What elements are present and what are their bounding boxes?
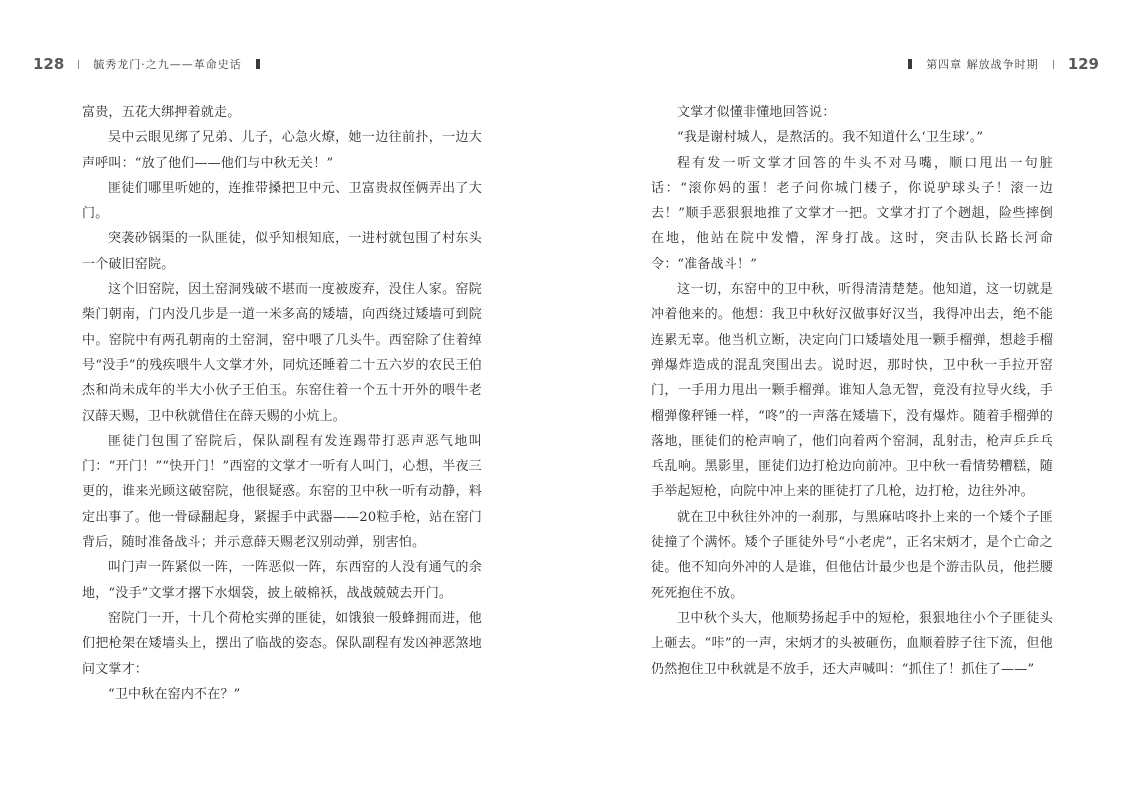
paragraph: 卫中秋个头大，他顺势扬起手中的短枪，狠狠地往小个子匪徒头上砸去。“咔”的一声，宋炳才的头被砸伤，血顺着脖子往下流，但他仍然抱住卫中秋就是不放手，还大声喊叫：“抓住了！抓住了——” — [651, 610, 1053, 677]
paragraph: 吴中云眼见绑了兄弟、儿子，心急火燎，她一边往前扑，一边大声呼叫：“放了他们——他们与中秋无关！” — [82, 130, 482, 171]
paragraph: 匪徒门包围了窑院后，保队副程有发连踢带打恶声恶气地叫门：“开门！”“快开门！”西窑的文掌才一听有人叫门，心想，半夜三更的，谁来光顾这破窑院，他很疑惑。东窑的卫中秋一听有动静，料定出事了。他一骨碌翻起身，紧握手中武器——20粒手枪，站在窑门背后，随时准备战斗；并示意薛天赐老汉别动弹，别害怕。 — [82, 433, 482, 551]
header-separator — [1053, 60, 1054, 69]
left-page-number: 128 — [33, 55, 65, 73]
paragraph: 叫门声一阵紧似一阵，一阵恶似一阵，东西窑的人没有通气的余地，“没手”文掌才撂下水烟袋，披上破棉袄，战战兢兢去开门。 — [82, 560, 482, 601]
header-marker — [908, 59, 912, 69]
paragraph: 文掌才似懂非懂地回答说： — [677, 105, 836, 120]
paragraph: 这一切，东窑中的卫中秋，听得清清楚楚。他知道，这一切就是冲着他来的。他想：我卫中秋好汉做事好汉当，我得冲出去，绝不能连累无辜。他当机立断，决定向门口矮墙处甩一颗手榴弹，想趁手榴弹爆炸造成的混乱突围出去。说时迟，那时快，卫中秋一手拉开窑门，一手用力甩出一颗手榴弹。谁知人急无智，竟没有拉导火线，手榴弹像秤锤一样，“咚”的一声落在矮墙下，没有爆炸。随着手榴弹的落地，匪徒们的枪声响了，他们向着两个窑洞，乱射击，枪声乒乒乓乓乱响。黑影里，匪徒们边打枪边向前冲。卫中秋一看情势糟糕，随手举起短枪，向院中冲上来的匪徒打了几枪，边打枪，边往外冲。 — [651, 282, 1053, 500]
paragraph: 富贵，五花大绑押着就走。 — [82, 105, 241, 120]
right-page-header — [894, 52, 1099, 76]
paragraph: “我是谢村城人，是熬活的。我不知道什么‘卫生球’。” — [677, 130, 984, 146]
paragraph: 程有发一听文掌才回答的牛头不对马嘴，顺口甩出一句脏话：“滚你妈的蛋！老子问你城门楼子，你说驴球头子！滚一边去！”顺手恶狠狠地推了文掌才一把。文掌才打了个趔趄，险些摔倒在地，他站在院中发懵，浑身打战。这时，突击队长路长河命令：“准备战斗！” — [651, 155, 1053, 272]
paragraph: “卫中秋在窑内不在？” — [108, 686, 241, 702]
right-page-number: 129 — [1067, 55, 1099, 73]
paragraph: 突袭砂锅渠的一队匪徒，似乎知根知底，一进村就包围了村东头一个破旧窑院。 — [82, 231, 482, 272]
paragraph: 匪徒们哪里听她的，连推带搡把卫中元、卫富贵叔侄俩弄出了大门。 — [82, 180, 482, 222]
book-title: 毓秀龙门·之九——革命史话 — [93, 58, 242, 71]
chapter-title: 第四章 解放战争时期 — [926, 58, 1039, 71]
header-separator — [78, 60, 79, 69]
paragraph: 这个旧窑院，因土窑洞残破不堪而一度被废弃，没住人家。窑院柴门朝南，门内没几步是一道一米多高的矮墙，向西绕过矮墙可到院中。窑院中有两孔朝南的土窑洞，窑中喂了几头牛。西窑除了住着绰号“没手”的残疾喂牛人文掌才外，同炕还睡着二十五六岁的农民王伯杰和尚未成年的半大小伙子王伯玉。东窑住着一个五十开外的喂牛老汉薛天赐，卫中秋就借住在薛天赐的小炕上。 — [82, 282, 482, 424]
header-marker — [256, 59, 260, 69]
paragraph: 窑院门一开，十几个荷枪实弹的匪徒，如饿狼一般蜂拥而进，他们把枪架在矮墙头上，摆出了临战的姿态。保队副程有发凶神恶煞地问文掌才： — [82, 610, 482, 677]
left-page-header — [33, 52, 274, 76]
left-page — [0, 0, 566, 799]
left-page-body — [82, 100, 482, 707]
paragraph: 就在卫中秋往外冲的一刹那，与黑麻咕咚扑上来的一个矮个子匪徒撞了个满怀。矮个子匪徒外号“小老虎”，正名宋炳才，是个亡命之徒。他不知向外冲的人是谁，但他估计最少也是个游击队员，他拦腰死死抱住不放。 — [651, 509, 1053, 601]
right-page — [567, 0, 1133, 799]
right-page-body — [651, 100, 1053, 682]
